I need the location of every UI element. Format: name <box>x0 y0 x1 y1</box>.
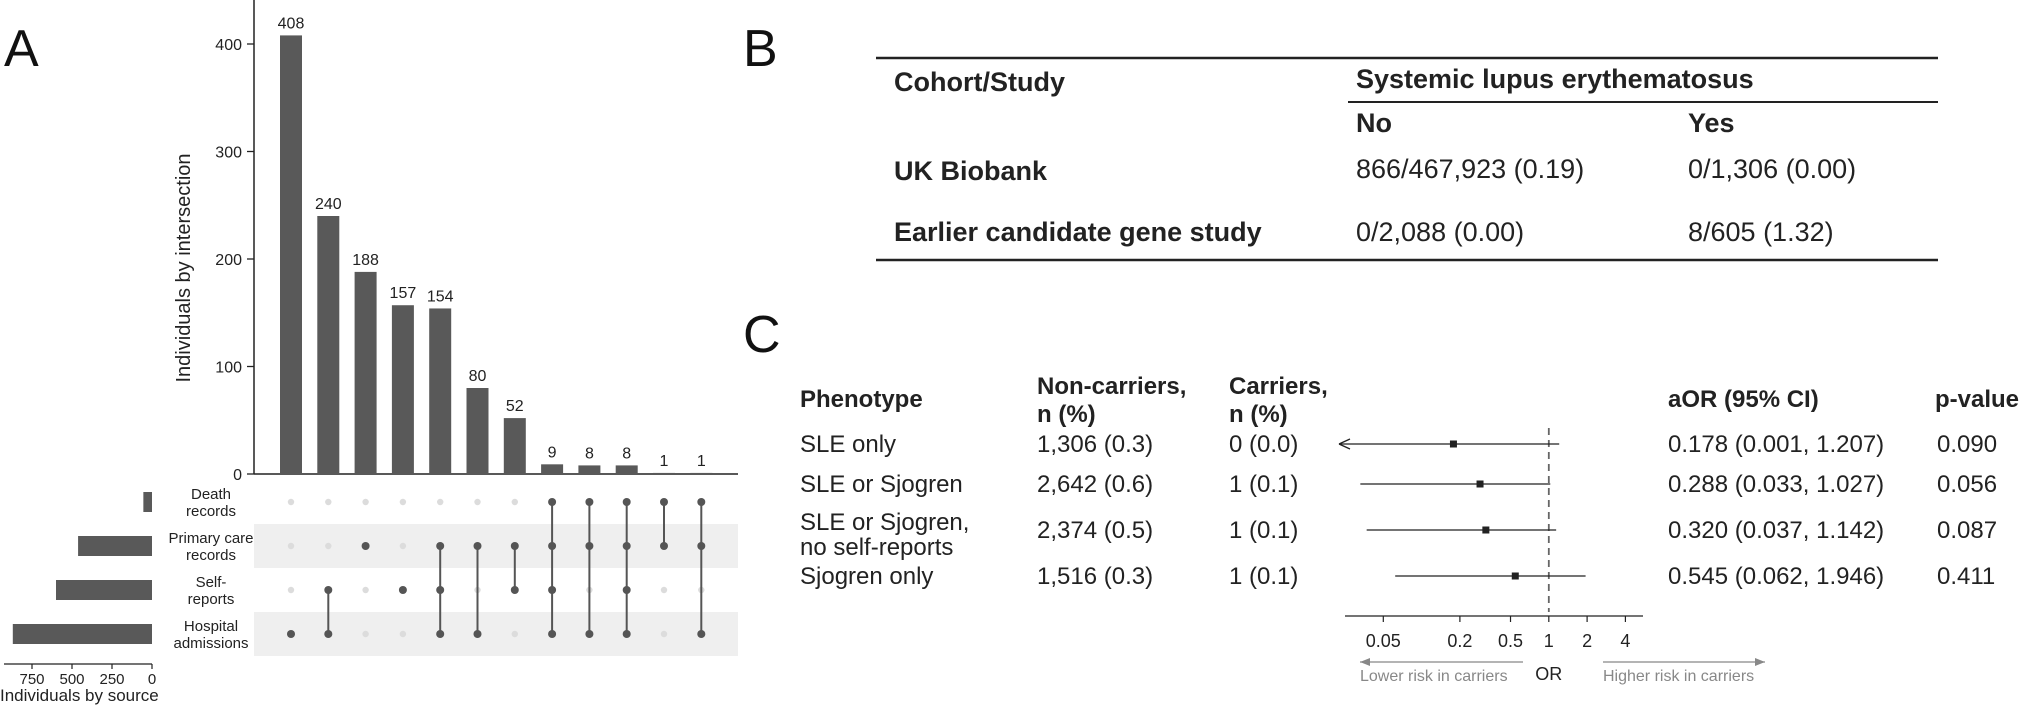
matrix-dot-inactive <box>512 499 518 505</box>
bar-value-label: 52 <box>505 398 524 416</box>
set-label: Primary care <box>168 530 254 547</box>
forest-intervals <box>1339 439 1586 580</box>
x-tick-label: 4 <box>1620 631 1631 651</box>
table-cell-yes: 0/1,306 (0.00) <box>1688 154 1857 184</box>
matrix-dot-inactive <box>512 631 518 637</box>
set-label: Hospital <box>183 618 239 635</box>
matrix-dot-inactive <box>661 631 667 637</box>
intersection-bar <box>392 305 414 474</box>
matrix-dot-inactive <box>362 631 368 637</box>
y-tick-label: 0 <box>233 467 242 484</box>
forest-pvalue-cell: 0.411 <box>1937 563 1996 590</box>
bar-value-label: 157 <box>389 285 417 303</box>
intersection-bar <box>467 388 489 474</box>
forest-header-noncarriers: n (%) <box>1037 401 1096 428</box>
table-header-disease: Systemic lupus erythematosus <box>1356 64 1754 94</box>
lupus-table <box>876 58 1938 260</box>
lower-risk-label: Lower risk in carriers <box>1360 668 1508 685</box>
forest-phenotype-label: no self-reports <box>800 534 954 561</box>
set-size-bar <box>13 624 152 644</box>
table-cell-no: 866/467,923 (0.19) <box>1356 154 1585 184</box>
bar-value-label: 80 <box>468 368 487 385</box>
set-label: Self- <box>195 574 227 591</box>
bar-value-label: 8 <box>622 445 632 463</box>
table-row-label: Earlier candidate gene study <box>894 217 1262 247</box>
forest-x-axis-label: OR <box>1535 664 1563 684</box>
upset-bar-labels <box>278 15 706 470</box>
forest-noncarriers-cell: 2,374 (0.5) <box>1037 517 1154 544</box>
x-tick-label: 1 <box>1543 631 1554 651</box>
panel-letter-a: A <box>4 20 39 78</box>
intersection-bar <box>504 418 526 474</box>
table-subheader-no: No <box>1356 108 1392 138</box>
matrix-dot-active <box>399 586 407 594</box>
intersection-bar <box>355 272 377 474</box>
forest-header-aor: aOR (95% CI) <box>1668 386 1819 413</box>
matrix-dot-inactive <box>325 499 331 505</box>
matrix-dot-inactive <box>400 499 406 505</box>
or-point <box>1512 573 1519 580</box>
bar-value-label: 188 <box>352 251 379 269</box>
bar-value-label: 9 <box>547 444 557 462</box>
bar-value-label: 1 <box>696 452 706 470</box>
upset-set-axis-label: Individuals by source <box>0 686 159 705</box>
set-label: reports <box>187 591 235 608</box>
table-cell-no: 0/2,088 (0.00) <box>1356 217 1525 247</box>
higher-risk-arrowhead <box>1755 658 1765 666</box>
set-size-bar <box>78 536 152 556</box>
set-label: records <box>185 547 237 564</box>
lower-risk-arrowhead <box>1360 658 1370 666</box>
matrix-dot-inactive <box>288 499 294 505</box>
forest-aor-cell: 0.545 (0.062, 1.946) <box>1668 563 1885 590</box>
intersection-bar <box>541 464 563 474</box>
x-tick-label: 2 <box>1582 631 1593 651</box>
table-row-label: UK Biobank <box>894 156 1048 186</box>
set-size-bar <box>56 580 152 600</box>
set-tick-label: 0 <box>147 671 157 688</box>
forest-header-phenotype: Phenotype <box>800 386 923 413</box>
bar-value-label: 1 <box>659 452 669 470</box>
forest-rows-text <box>800 431 1997 590</box>
forest-pvalue-cell: 0.087 <box>1937 517 1998 544</box>
y-tick-label: 300 <box>215 144 242 162</box>
forest-direction-annotations <box>1360 658 1765 685</box>
forest-phenotype-label: SLE or Sjogren, <box>800 509 970 536</box>
forest-header-carriers: n (%) <box>1229 401 1288 428</box>
forest-carriers-cell: 1 (0.1) <box>1229 517 1299 544</box>
forest-aor-cell: 0.178 (0.001, 1.207) <box>1668 431 1885 458</box>
upset-y-axis-label: Individuals by intersection <box>173 153 195 383</box>
forest-carriers-cell: 1 (0.1) <box>1229 471 1299 498</box>
upset-set-size-bars <box>13 492 152 644</box>
matrix-dot-active <box>287 630 295 638</box>
x-tick-label: 0.5 <box>1497 631 1524 651</box>
upset-bars <box>280 35 712 474</box>
y-tick-label: 200 <box>215 252 242 269</box>
forest-x-ticks <box>1366 616 1631 651</box>
set-label: records <box>185 503 237 520</box>
forest-pvalue-cell: 0.056 <box>1937 471 1998 498</box>
bar-value-label: 154 <box>426 288 454 306</box>
table-cell-yes: 8/605 (1.32) <box>1688 217 1834 247</box>
matrix-dot-inactive <box>400 631 406 637</box>
forest-aor-cell: 0.320 (0.037, 1.142) <box>1668 517 1885 544</box>
or-point <box>1482 527 1489 534</box>
panel-letter-c: C <box>743 306 781 364</box>
matrix-dot-inactive <box>362 499 368 505</box>
matrix-dot-inactive <box>288 543 294 549</box>
or-point <box>1450 441 1457 448</box>
forest-aor-cell: 0.288 (0.033, 1.027) <box>1668 471 1885 498</box>
matrix-dot-inactive <box>474 499 480 505</box>
forest-noncarriers-cell: 1,306 (0.3) <box>1037 431 1154 458</box>
matrix-dot-inactive <box>288 587 294 593</box>
panel-letter-b: B <box>743 20 778 78</box>
matrix-dot-inactive <box>400 543 406 549</box>
y-tick-label: 400 <box>215 37 242 54</box>
bar-value-label: 240 <box>314 196 342 213</box>
upset-y-ticks <box>215 37 254 484</box>
matrix-dot-inactive <box>661 587 667 593</box>
set-tick-label: 750 <box>19 671 45 688</box>
upset-plot <box>0 0 738 705</box>
forest-carriers-cell: 1 (0.1) <box>1229 563 1299 590</box>
intersection-bar <box>317 216 339 474</box>
x-tick-label: 0.2 <box>1447 631 1473 651</box>
set-size-bar <box>143 492 152 512</box>
forest-header-noncarriers: Non-carriers, <box>1037 373 1187 400</box>
set-label: admissions <box>173 635 249 652</box>
forest-phenotype-label: SLE only <box>800 431 897 458</box>
table-subheader-yes: Yes <box>1688 108 1735 138</box>
y-tick-label: 100 <box>215 359 242 377</box>
forest-carriers-cell: 0 (0.0) <box>1229 431 1299 458</box>
forest-phenotype-label: Sjogren only <box>800 563 934 590</box>
matrix-dot-active <box>362 542 370 550</box>
table-header-cohort: Cohort/Study <box>894 67 1065 97</box>
forest-plot <box>800 373 2019 685</box>
intersection-bar <box>429 308 451 474</box>
matrix-dot-inactive <box>325 543 331 549</box>
matrix-dot-inactive <box>362 587 368 593</box>
intersection-bar <box>616 465 638 474</box>
intersection-bar <box>690 473 712 474</box>
or-point <box>1477 481 1484 488</box>
bar-value-label: 8 <box>584 445 594 463</box>
forest-noncarriers-cell: 1,516 (0.3) <box>1037 563 1154 590</box>
set-tick-label: 250 <box>99 671 125 688</box>
intersection-bar <box>578 465 600 474</box>
x-tick-label: 0.05 <box>1365 631 1401 651</box>
bar-value-label: 408 <box>277 15 305 33</box>
higher-risk-label: Higher risk in carriers <box>1603 668 1755 685</box>
forest-header-carriers: Carriers, <box>1229 373 1328 400</box>
set-label: Death <box>190 486 232 503</box>
intersection-bar <box>280 35 302 474</box>
upset-set-labels <box>168 486 253 652</box>
forest-pvalue-cell: 0.090 <box>1937 431 1998 458</box>
forest-phenotype-label: SLE or Sjogren <box>800 471 963 498</box>
set-tick-label: 500 <box>59 671 85 688</box>
forest-header-pvalue: p-value <box>1935 386 2020 413</box>
upset-set-axis-ticks <box>19 664 156 688</box>
matrix-dot-inactive <box>437 499 443 505</box>
intersection-bar <box>653 473 675 474</box>
forest-noncarriers-cell: 2,642 (0.6) <box>1037 471 1154 498</box>
